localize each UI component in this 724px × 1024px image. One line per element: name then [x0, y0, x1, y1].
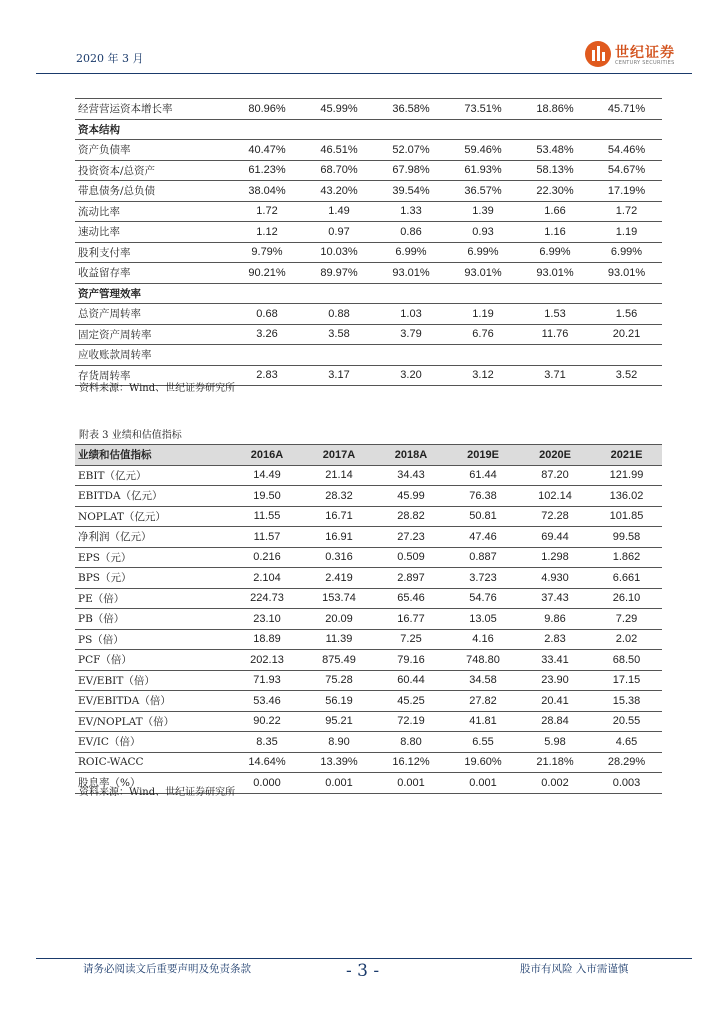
cell-value: 27.23 — [375, 527, 447, 548]
cell-value: 6.99% — [375, 242, 447, 263]
table-row — [75, 140, 662, 161]
cell-value: 18.89 — [231, 629, 303, 650]
logo-text-cn: 世纪证券 — [615, 45, 675, 61]
cell-value: 16.12% — [375, 752, 447, 773]
cell-value: 6.76 — [447, 324, 519, 345]
cell-value: 72.19 — [375, 711, 447, 732]
cell-value: 1.53 — [519, 304, 591, 325]
cell-value: 65.46 — [375, 588, 447, 609]
cell-value: 13.05 — [447, 609, 519, 630]
row-label: EPS（元） — [75, 547, 231, 568]
table-row — [75, 222, 662, 243]
cell-value: 5.98 — [519, 732, 591, 753]
table-row — [75, 160, 662, 181]
cell-value: 43.20% — [303, 181, 375, 202]
table-row — [75, 99, 662, 120]
column-header: 2016A — [231, 445, 303, 466]
cell-value: 20.55 — [591, 711, 662, 732]
cell-value: 71.93 — [231, 670, 303, 691]
cell-value: 67.98% — [375, 160, 447, 181]
cell-value: 21.18% — [519, 752, 591, 773]
table-row — [75, 691, 662, 712]
cell-value: 1.19 — [447, 304, 519, 325]
cell-value: 34.43 — [375, 465, 447, 486]
cell-value: 6.661 — [591, 568, 662, 589]
cell-value: 14.64% — [231, 752, 303, 773]
cell-value: 28.84 — [519, 711, 591, 732]
row-label: EBITDA（亿元） — [75, 486, 231, 507]
cell-value: 38.04% — [231, 181, 303, 202]
cell-value: 102.14 — [519, 486, 591, 507]
table-row — [75, 345, 662, 366]
cell-value: 1.03 — [375, 304, 447, 325]
table-row — [75, 527, 662, 548]
table-row — [75, 711, 662, 732]
cell-value: 1.19 — [591, 222, 662, 243]
row-label: 带息债务/总负债 — [75, 181, 231, 202]
table-row — [75, 568, 662, 589]
cell-value: 93.01% — [447, 263, 519, 284]
cell-value: 0.68 — [231, 304, 303, 325]
cell-value: 1.16 — [519, 222, 591, 243]
table-row — [75, 304, 662, 325]
cell-value: 0.003 — [591, 773, 662, 794]
column-header: 2018A — [375, 445, 447, 466]
table-row — [75, 506, 662, 527]
row-label: 经营营运资本增长率 — [75, 99, 231, 120]
footer-disclaimer: 请务必阅读文后重要声明及免责条款 — [83, 963, 251, 975]
cell-value: 6.55 — [447, 732, 519, 753]
cell-value: 2.83 — [231, 365, 303, 386]
cell-value: 3.26 — [231, 324, 303, 345]
table-row — [75, 201, 662, 222]
table-row — [75, 324, 662, 345]
cell-value: 1.33 — [375, 201, 447, 222]
cell-value: 1.12 — [231, 222, 303, 243]
cell-value: 1.56 — [591, 304, 662, 325]
cell-value: 99.58 — [591, 527, 662, 548]
cell-value: 3.723 — [447, 568, 519, 589]
cell-value: 27.82 — [447, 691, 519, 712]
cell-value: 4.930 — [519, 568, 591, 589]
cell-value: 72.28 — [519, 506, 591, 527]
cell-value: 61.93% — [447, 160, 519, 181]
cell-value: 54.67% — [591, 160, 662, 181]
cell-value: 28.29% — [591, 752, 662, 773]
row-label: PB（倍） — [75, 609, 231, 630]
page-number: - 3 - — [346, 961, 380, 981]
cell-value: 4.16 — [447, 629, 519, 650]
cell-value: 90.22 — [231, 711, 303, 732]
cell-value: 0.000 — [231, 773, 303, 794]
cell-value: 14.49 — [231, 465, 303, 486]
cell-value: 3.12 — [447, 365, 519, 386]
cell-value: 90.21% — [231, 263, 303, 284]
table-row — [75, 263, 662, 284]
cell-value: 61.23% — [231, 160, 303, 181]
cell-value: 69.44 — [519, 527, 591, 548]
cell-value: 16.71 — [303, 506, 375, 527]
section-label: 资产管理效率 — [75, 283, 662, 304]
cell-value: 80.96% — [231, 99, 303, 120]
table-row — [75, 752, 662, 773]
row-label: 速动比率 — [75, 222, 231, 243]
cell-value — [591, 345, 662, 366]
column-header: 2020E — [519, 445, 591, 466]
cell-value: 53.48% — [519, 140, 591, 161]
table2-source-note: 资料来源：Wind、世纪证券研究所 — [79, 787, 236, 798]
row-label: PE（倍） — [75, 588, 231, 609]
cell-value: 45.25 — [375, 691, 447, 712]
column-header: 2021E — [591, 445, 662, 466]
table-row — [75, 465, 662, 486]
row-label: ROIC-WACC — [75, 752, 231, 773]
cell-value: 2.897 — [375, 568, 447, 589]
cell-value: 45.71% — [591, 99, 662, 120]
cell-value: 73.51% — [447, 99, 519, 120]
row-label: 收益留存率 — [75, 263, 231, 284]
cell-value: 79.16 — [375, 650, 447, 671]
cell-value: 0.88 — [303, 304, 375, 325]
cell-value: 20.41 — [519, 691, 591, 712]
cell-value: 89.97% — [303, 263, 375, 284]
cell-value: 7.29 — [591, 609, 662, 630]
cell-value: 1.72 — [591, 201, 662, 222]
valuation-metrics-table — [75, 444, 662, 794]
row-label: EV/NOPLAT（倍） — [75, 711, 231, 732]
row-label: 总资产周转率 — [75, 304, 231, 325]
cell-value: 60.44 — [375, 670, 447, 691]
column-header: 2017A — [303, 445, 375, 466]
table2-caption: 附表 3 业绩和估值指标 — [79, 430, 182, 441]
cell-value: 748.80 — [447, 650, 519, 671]
cell-value: 45.99% — [303, 99, 375, 120]
cell-value: 11.57 — [231, 527, 303, 548]
logo-icon — [585, 41, 611, 67]
cell-value: 75.28 — [303, 670, 375, 691]
row-label: 股息率（%） — [75, 773, 231, 794]
cell-value: 875.49 — [303, 650, 375, 671]
cell-value: 6.99% — [519, 242, 591, 263]
cell-value: 52.07% — [375, 140, 447, 161]
cell-value: 54.76 — [447, 588, 519, 609]
cell-value: 53.46 — [231, 691, 303, 712]
cell-value: 1.39 — [447, 201, 519, 222]
cell-value: 101.85 — [591, 506, 662, 527]
table-row — [75, 650, 662, 671]
row-label: EBIT（亿元） — [75, 465, 231, 486]
footer-risk-warning: 股市有风险 入市需谨慎 — [520, 963, 629, 975]
row-label: 投资资本/总资产 — [75, 160, 231, 181]
cell-value: 17.19% — [591, 181, 662, 202]
cell-value — [375, 345, 447, 366]
cell-value: 0.316 — [303, 547, 375, 568]
cell-value: 0.001 — [375, 773, 447, 794]
cell-value: 153.74 — [303, 588, 375, 609]
cell-value: 6.99% — [447, 242, 519, 263]
cell-value: 19.60% — [447, 752, 519, 773]
cell-value: 28.82 — [375, 506, 447, 527]
table-header-row — [75, 445, 662, 466]
cell-value: 26.10 — [591, 588, 662, 609]
row-label: PS（倍） — [75, 629, 231, 650]
row-label: BPS（元） — [75, 568, 231, 589]
cell-value: 3.20 — [375, 365, 447, 386]
table1-source-note: 资料来源：Wind、世纪证券研究所 — [79, 383, 236, 394]
row-label: 资产负债率 — [75, 140, 231, 161]
cell-value: 93.01% — [375, 263, 447, 284]
section-row — [75, 283, 662, 304]
table-row — [75, 629, 662, 650]
logo-text-en: CENTURY SECURITIES — [615, 60, 675, 66]
cell-value: 16.77 — [375, 609, 447, 630]
cell-value: 0.001 — [303, 773, 375, 794]
cell-value — [447, 345, 519, 366]
cell-value: 33.41 — [519, 650, 591, 671]
cell-value: 36.58% — [375, 99, 447, 120]
cell-value: 45.99 — [375, 486, 447, 507]
cell-value: 40.47% — [231, 140, 303, 161]
row-label: 固定资产周转率 — [75, 324, 231, 345]
cell-value: 23.90 — [519, 670, 591, 691]
cell-value — [231, 345, 303, 366]
section-label: 资本结构 — [75, 119, 662, 140]
cell-value: 3.58 — [303, 324, 375, 345]
row-label: NOPLAT（亿元） — [75, 506, 231, 527]
cell-value: 10.03% — [303, 242, 375, 263]
cell-value: 202.13 — [231, 650, 303, 671]
cell-value: 0.97 — [303, 222, 375, 243]
cell-value: 1.72 — [231, 201, 303, 222]
table-row — [75, 609, 662, 630]
cell-value: 0.93 — [447, 222, 519, 243]
row-label: EV/IC（倍） — [75, 732, 231, 753]
cell-value: 17.15 — [591, 670, 662, 691]
cell-value: 0.216 — [231, 547, 303, 568]
cell-value: 21.14 — [303, 465, 375, 486]
cell-value: 2.104 — [231, 568, 303, 589]
financial-ratios-table — [75, 98, 662, 386]
table-row — [75, 486, 662, 507]
cell-value: 8.35 — [231, 732, 303, 753]
cell-value: 9.86 — [519, 609, 591, 630]
cell-value: 76.38 — [447, 486, 519, 507]
cell-value: 136.02 — [591, 486, 662, 507]
table-row — [75, 242, 662, 263]
cell-value — [519, 345, 591, 366]
table-row — [75, 181, 662, 202]
table-row — [75, 670, 662, 691]
cell-value: 15.38 — [591, 691, 662, 712]
cell-value: 18.86% — [519, 99, 591, 120]
column-header: 业绩和估值指标 — [75, 445, 231, 466]
cell-value: 20.21 — [591, 324, 662, 345]
cell-value: 34.58 — [447, 670, 519, 691]
cell-value: 9.79% — [231, 242, 303, 263]
row-label: 净利润（亿元） — [75, 527, 231, 548]
cell-value: 0.002 — [519, 773, 591, 794]
cell-value: 13.39% — [303, 752, 375, 773]
cell-value: 54.46% — [591, 140, 662, 161]
cell-value: 3.52 — [591, 365, 662, 386]
cell-value: 6.99% — [591, 242, 662, 263]
table-row — [75, 588, 662, 609]
cell-value: 50.81 — [447, 506, 519, 527]
cell-value: 47.46 — [447, 527, 519, 548]
cell-value: 8.80 — [375, 732, 447, 753]
row-label: 流动比率 — [75, 201, 231, 222]
cell-value: 0.509 — [375, 547, 447, 568]
cell-value: 28.32 — [303, 486, 375, 507]
cell-value: 19.50 — [231, 486, 303, 507]
cell-value: 68.50 — [591, 650, 662, 671]
column-header: 2019E — [447, 445, 519, 466]
section-row — [75, 119, 662, 140]
cell-value: 0.86 — [375, 222, 447, 243]
cell-value: 1.49 — [303, 201, 375, 222]
row-label: 股利支付率 — [75, 242, 231, 263]
cell-value: 39.54% — [375, 181, 447, 202]
cell-value: 3.71 — [519, 365, 591, 386]
cell-value: 56.19 — [303, 691, 375, 712]
cell-value: 2.83 — [519, 629, 591, 650]
cell-value: 68.70% — [303, 160, 375, 181]
cell-value: 11.39 — [303, 629, 375, 650]
cell-value: 20.09 — [303, 609, 375, 630]
cell-value: 3.17 — [303, 365, 375, 386]
cell-value: 16.91 — [303, 527, 375, 548]
footer-divider — [36, 958, 692, 959]
row-label: PCF（倍） — [75, 650, 231, 671]
cell-value: 22.30% — [519, 181, 591, 202]
cell-value: 36.57% — [447, 181, 519, 202]
cell-value: 11.76 — [519, 324, 591, 345]
cell-value: 0.887 — [447, 547, 519, 568]
cell-value: 7.25 — [375, 629, 447, 650]
cell-value: 1.66 — [519, 201, 591, 222]
cell-value: 0.001 — [447, 773, 519, 794]
cell-value: 58.13% — [519, 160, 591, 181]
cell-value: 93.01% — [519, 263, 591, 284]
row-label: 应收账款周转率 — [75, 345, 231, 366]
cell-value: 1.298 — [519, 547, 591, 568]
cell-value: 61.44 — [447, 465, 519, 486]
cell-value: 1.862 — [591, 547, 662, 568]
cell-value: 4.65 — [591, 732, 662, 753]
cell-value: 37.43 — [519, 588, 591, 609]
cell-value: 23.10 — [231, 609, 303, 630]
header-divider — [36, 73, 692, 74]
cell-value: 121.99 — [591, 465, 662, 486]
cell-value: 224.73 — [231, 588, 303, 609]
table-row — [75, 547, 662, 568]
cell-value: 8.90 — [303, 732, 375, 753]
cell-value: 87.20 — [519, 465, 591, 486]
cell-value: 3.79 — [375, 324, 447, 345]
row-label: EV/EBITDA（倍） — [75, 691, 231, 712]
cell-value: 2.02 — [591, 629, 662, 650]
cell-value — [303, 345, 375, 366]
cell-value: 59.46% — [447, 140, 519, 161]
company-logo — [585, 41, 693, 71]
cell-value: 95.21 — [303, 711, 375, 732]
cell-value: 11.55 — [231, 506, 303, 527]
row-label: 存货周转率 — [75, 365, 231, 386]
table-row — [75, 732, 662, 753]
row-label: EV/EBIT（倍） — [75, 670, 231, 691]
cell-value: 41.81 — [447, 711, 519, 732]
header-date: 2020 年 3 月 — [76, 52, 144, 65]
cell-value: 46.51% — [303, 140, 375, 161]
cell-value: 93.01% — [591, 263, 662, 284]
cell-value: 2.419 — [303, 568, 375, 589]
